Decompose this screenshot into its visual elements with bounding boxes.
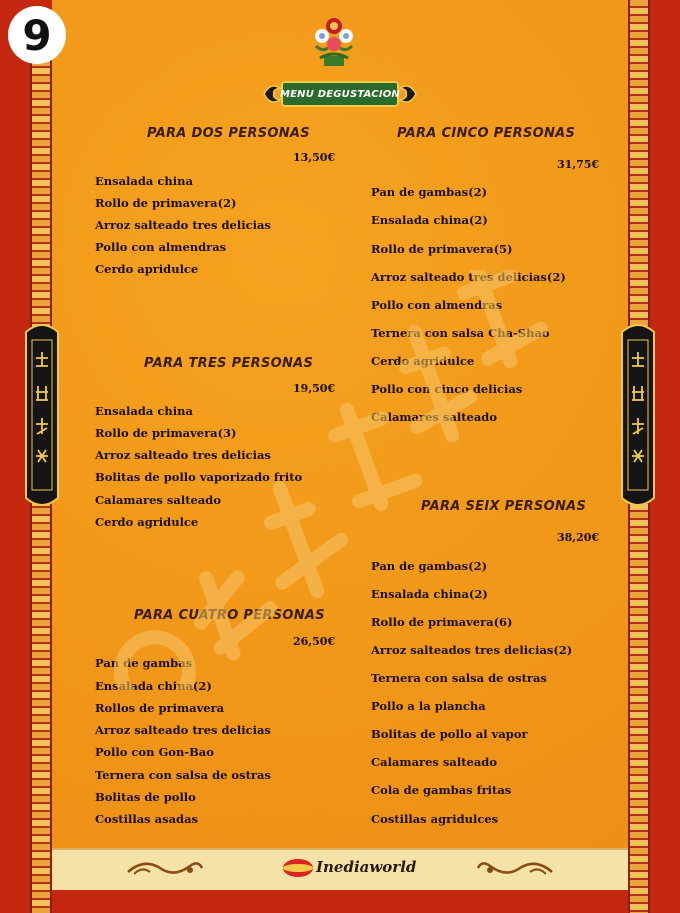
section-title-cinco: PARA CINCO PERSONAS — [397, 126, 576, 141]
menu-item: Rollo de primavera(6) — [371, 615, 513, 629]
flower-bouquet-icon — [310, 12, 358, 70]
menu-item: Calamares salteado — [371, 755, 497, 769]
menu-item: Pollo con Gon-Bao — [95, 745, 214, 759]
chinese-side-panel-right — [618, 320, 658, 510]
menu-item: Bolitas de pollo — [95, 790, 196, 804]
menu-item: Ensalada china(2) — [95, 679, 212, 693]
menu-item: Ensalada china(2) — [371, 587, 488, 601]
footer-red-edge — [52, 890, 628, 913]
scroll-ornament-icon — [124, 856, 204, 880]
scroll-ornament-icon — [476, 856, 556, 880]
menu-item: Pan de gambas(2) — [371, 559, 488, 573]
chinese-side-panel-left — [22, 320, 62, 510]
page-number: 9 — [22, 10, 52, 60]
menu-item: Arroz salteado tres delicias — [95, 218, 271, 232]
section-title-tres: PARA TRES PERSONAS — [144, 356, 314, 371]
menu-item: Ensalada china — [95, 404, 193, 418]
menu-item: Pan de gambas — [95, 656, 193, 670]
menu-item: Rollo de primavera(5) — [371, 242, 513, 256]
menu-item: Rollo de primavera(3) — [95, 426, 237, 440]
menu-item: Calamares salteado — [371, 410, 497, 424]
page-number-badge — [8, 6, 66, 64]
menu-item: Bolitas de pollo al vapor — [371, 727, 528, 741]
menu-degustacion-label: MENU DEGUSTACION — [279, 88, 401, 100]
menu-item: Pollo con cinco delicias — [371, 382, 523, 396]
price-seix: 38,20€ — [557, 531, 600, 544]
price-dos: 13,50€ — [293, 151, 336, 164]
inediaworld-logo-icon — [282, 858, 314, 878]
menu-item: Arroz salteados tres delicias(2) — [371, 643, 573, 657]
menu-item: Ternera con salsa de ostras — [95, 768, 271, 782]
menu-item: Arroz salteado tres delicias — [95, 723, 271, 737]
menu-item: Rollos de primavera — [95, 701, 225, 715]
menu-item: Ternera con salsa Cha-Shao — [371, 326, 550, 340]
menu-item: Ensalada china(2) — [371, 213, 488, 227]
menu-item: Pollo con almendras — [95, 240, 227, 254]
menu-item: Cola de gambas fritas — [371, 783, 512, 797]
menu-item: Costillas agridulces — [371, 812, 499, 826]
menu-item: Cerdo agridulce — [371, 354, 475, 368]
section-title-seix: PARA SEIX PERSONAS — [421, 499, 587, 514]
menu-item: Pan de gambas(2) — [371, 185, 488, 199]
price-tres: 19,50€ — [293, 382, 336, 395]
section-title-cuatro: PARA CUATRO PERSONAS — [134, 608, 325, 623]
menu-item: Arroz salteado tres delicias — [95, 448, 271, 462]
menu-item: Cerdo agridulce — [95, 515, 199, 529]
menu-item: Ternera con salsa de ostras — [371, 671, 547, 685]
price-cuatro: 26,50€ — [293, 635, 336, 648]
menu-item: Calamares salteado — [95, 493, 221, 507]
price-cinco: 31,75€ — [557, 158, 600, 171]
menu-item: Bolitas de pollo vaporizado frito — [95, 470, 303, 484]
section-title-dos: PARA DOS PERSONAS — [147, 126, 310, 141]
menu-item: Arroz salteado tres delicias(2) — [371, 270, 566, 284]
menu-item: Cerdo apridulce — [95, 262, 199, 276]
footer-brand: Inediaworld — [316, 858, 417, 876]
menu-item: Pollo a la plancha — [371, 699, 486, 713]
menu-item: Rollo de primavera(2) — [95, 196, 237, 210]
menu-item: Ensalada china — [95, 174, 193, 188]
menu-degustacion-banner — [262, 80, 418, 108]
menu-item: Costillas asadas — [95, 812, 198, 826]
menu-item: Pollo con almendras — [371, 298, 503, 312]
